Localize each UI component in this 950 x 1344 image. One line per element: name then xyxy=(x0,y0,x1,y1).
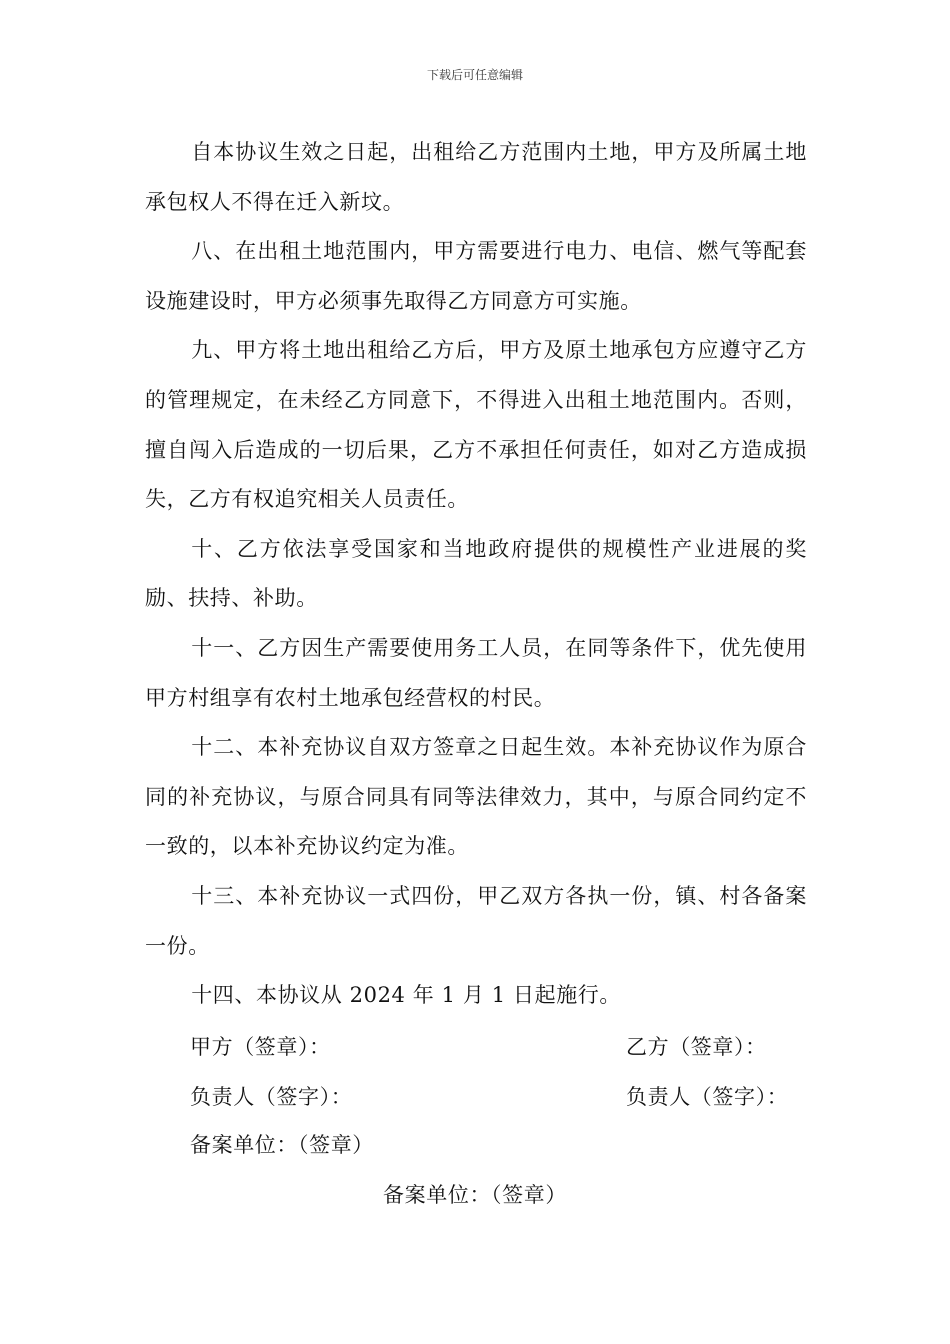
filing-unit-seal-label-centered: 备案单位：（签章） xyxy=(383,1183,567,1207)
paragraph-clause-13: 十三、本补充协议一式四份，甲乙双方各执一份，镇、村各备案一份。 xyxy=(145,883,807,958)
party-b-seal-label: 乙方（签章）： xyxy=(626,1035,767,1059)
signature-row-parties xyxy=(190,1022,810,1072)
paragraph-clause-8: 八、在出租土地范围内，甲方需要进行电力、电信、燃气等配套设施建设时，甲方必须事先取得乙方同意方可实施。 xyxy=(145,239,807,313)
paragraph-clause-11: 十一、乙方因生产需要使用务工人员，在同等条件下，优先使用甲方村组享有农村土地承包经营权的村民。 xyxy=(145,635,807,710)
paragraph-clause-10: 十、乙方依法享受国家和当地政府提供的规模性产业进展的奖励、扶持、补助。 xyxy=(145,536,807,611)
party-a-leader-signature-label: 负责人（签字）： xyxy=(190,1085,353,1109)
agreement-body xyxy=(145,128,807,1021)
paragraph-clause-14: 十四、本协议从 2024 年 1 月 1 日起施行。 xyxy=(191,983,622,1008)
paragraph-clause-7-continued: 自本协议生效之日起，出租给乙方范围内土地，甲方及所属土地承包权人不得在迁入新坟。 xyxy=(145,140,807,214)
paragraph-clause-12: 十二、本补充协议自双方签章之日起生效。本补充协议作为原合同的补充协议，与原合同具有同等法律效力，其中，与原合同约定不一致的，以本补充协议约定为准。 xyxy=(145,735,807,859)
filing-unit-seal-label: 备案单位：（签章） xyxy=(190,1133,374,1157)
signature-row-leaders xyxy=(190,1072,810,1122)
signature-row-filing xyxy=(190,1120,810,1170)
party-a-seal-label: 甲方（签章）： xyxy=(190,1035,331,1059)
party-b-leader-signature-label: 负责人（签字）： xyxy=(626,1085,789,1109)
paragraph-clause-9: 九、甲方将土地出租给乙方后，甲方及原土地承包方应遵守乙方的管理规定，在未经乙方同意下，不得进入出租土地范围内。否则，擅自闯入后造成的一切后果，乙方不承担任何责任，如对乙方造成损失，乙方有权追究相关人员责任。 xyxy=(145,338,807,512)
header-note: 下载后可任意编辑 xyxy=(426,68,523,82)
